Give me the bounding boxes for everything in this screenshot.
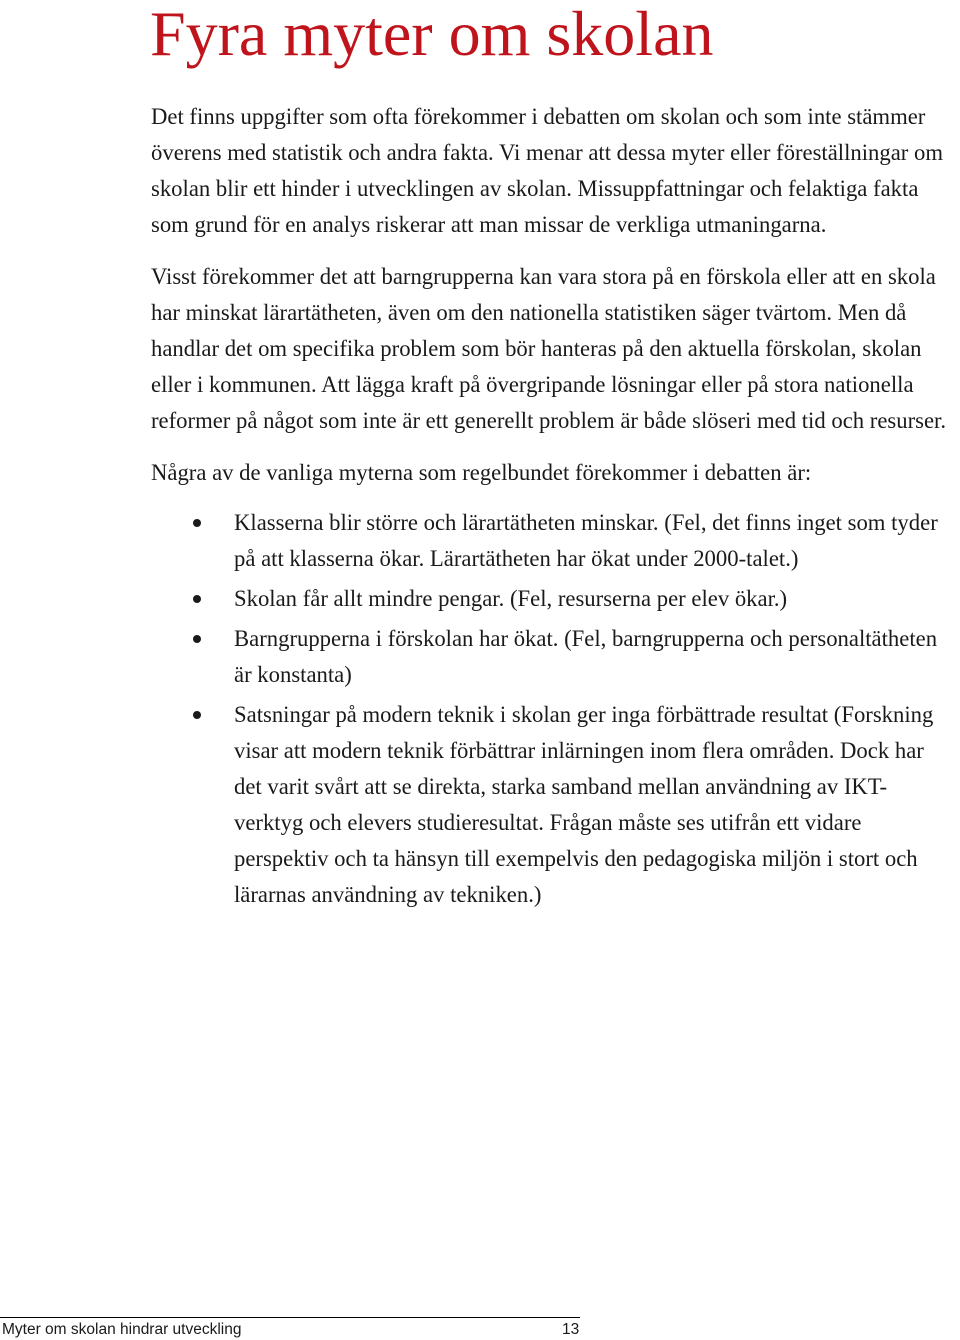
bullet-icon (193, 711, 201, 719)
page-title: Fyra myter om skolan (150, 0, 714, 69)
body-content (151, 99, 951, 917)
bullet-icon (193, 635, 201, 643)
list-item (151, 621, 951, 693)
list-item-text: Barngrupperna i förskolan har ökat. (Fel, barngrupperna och personaltätheten är konstanta) (234, 626, 938, 687)
bullet-icon (193, 595, 201, 603)
page-number: 13 (562, 1321, 580, 1338)
list-item-text: Satsningar på modern teknik i skolan ger inga förbättrade resultat (Forskning visar att modern teknik förbättrar inlärningen inom flera områden. Dock har det varit svårt att se direkta, starka samband mellan användning av IKT-verktyg och elevers studieresultat. Frågan måste ses utifrån ett vidare perspektiv och ta hänsyn till exempelvis den pedagogiska miljön i stort och lärarnas användning av tekniken.) (234, 702, 934, 907)
second-paragraph: Visst förekommer det att barngrupperna kan vara stora på en förskola eller att en skola har minskat lärartätheten, även om den nationella statistiken säger tvärtom. Men då handlar det om specifika problem som bör hanteras på den aktuella förskolan, skolan eller i kommunen. Att lägga kraft på övergripande lösningar eller på stora nationella reformer på något som inte är ett generellt problem är både slöseri med tid och resurser. (151, 264, 947, 433)
list-item (151, 697, 951, 913)
footer-title: Myter om skolan hindrar utveckling (2, 1321, 242, 1338)
list-item-text: Skolan får allt mindre pengar. (Fel, resurserna per elev ökar.) (234, 586, 788, 611)
list-item (151, 505, 951, 577)
list-intro-paragraph: Några av de vanliga myterna som regelbundet förekommer i debatten är: (151, 460, 812, 485)
myth-list (151, 505, 951, 913)
page-footer (0, 1317, 960, 1340)
list-item-text: Klasserna blir större och lärartätheten minskar. (Fel, det finns inget som tyder på att klasserna ökar. Lärartätheten har ökat under 2000-talet.) (234, 510, 938, 571)
footer-divider (0, 1317, 580, 1318)
bullet-icon (193, 519, 201, 527)
intro-paragraph: Det finns uppgifter som ofta förekommer i debatten om skolan och som inte stämmer överens med statistik och andra fakta. Vi menar att dessa myter eller föreställningar om skolan blir ett hinder i utvecklingen av skolan. Missuppfattningar och felaktiga fakta som grund för en analys riskerar att man missar de verkliga utmaningarna. (151, 104, 944, 237)
list-item (151, 581, 951, 617)
